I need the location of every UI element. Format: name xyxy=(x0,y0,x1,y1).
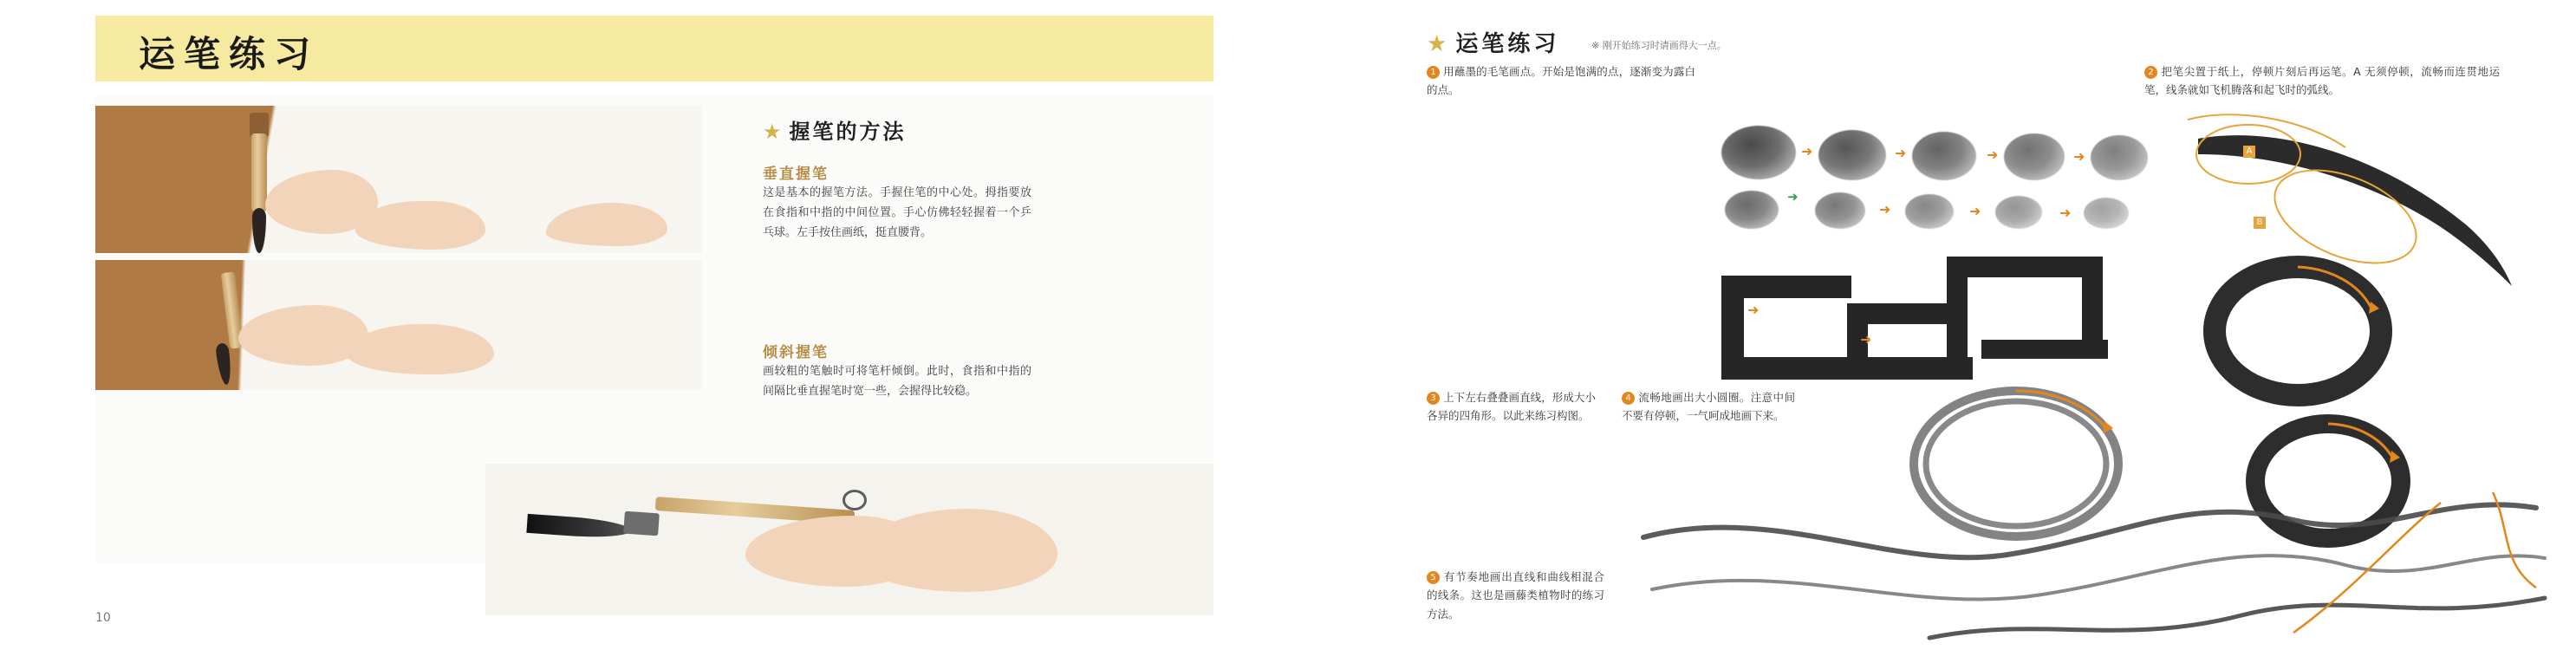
subsection-heading-tilted: 倾斜握笔 xyxy=(763,344,829,361)
practice-note: ※ 刚开始练习时请画得大一点。 xyxy=(1591,40,1727,51)
instruction-block-2 xyxy=(2144,62,2500,100)
brush-stroke xyxy=(1847,303,1951,324)
ink-blob xyxy=(1725,191,1779,229)
ink-blob xyxy=(1818,130,1886,180)
banner xyxy=(95,16,1213,81)
arrow-icon: ➜ xyxy=(2073,150,2085,165)
arrow-icon: ➜ xyxy=(1801,145,1813,159)
brush-closeup-photo xyxy=(485,464,1213,615)
arrow-icon: ➜ xyxy=(1747,303,1760,318)
section-heading xyxy=(763,114,907,145)
step-number-badge: 2 xyxy=(2144,66,2157,79)
star-icon: ★ xyxy=(763,120,784,144)
subsection-heading-vertical: 垂直握笔 xyxy=(763,166,829,183)
label-a-badge: A xyxy=(2243,146,2255,158)
star-icon: ★ xyxy=(1427,31,1451,57)
brush-stroke xyxy=(1947,257,2103,277)
brush-stroke xyxy=(1981,340,2108,359)
subsection-body-vertical: 这是基本的握笔方法。手握住笔的中心处。拇指要放在食指和中指的中间位置。手心仿佛轻轻握着一个乒乓球。左手按住画纸，挺直腰背。 xyxy=(763,186,1031,239)
ink-blob xyxy=(1721,126,1796,179)
step-number-badge: 4 xyxy=(1622,392,1635,405)
ink-blob xyxy=(2004,133,2065,180)
step-number-badge: 3 xyxy=(1427,392,1440,405)
instruction-text: 流畅地画出大小圆圈。注意中间不要有停顿，一气呵成地画下来。 xyxy=(1622,391,1795,423)
instruction-text: 上下左右叠叠画直线，形成大小各异的四角形。以此来练习构图。 xyxy=(1427,391,1596,423)
ink-blob xyxy=(2091,135,2148,180)
instruction-text: 用蘸墨的毛笔画点。开始是饱满的点，逐渐变为露白的点。 xyxy=(1427,65,1695,97)
ink-blob xyxy=(2084,198,2129,229)
instruction-text: 有节奏地画出直线和曲线相混合的线条。这也是画藤类植物时的练习方法。 xyxy=(1427,570,1604,621)
arrow-icon: ➜ xyxy=(1860,333,1872,348)
label-b-badge: B xyxy=(2254,217,2266,229)
brush-tip-icon xyxy=(252,208,266,253)
ink-circle-large xyxy=(2185,253,2410,409)
instruction-block-4 xyxy=(1622,388,1795,426)
hand-shape xyxy=(355,201,485,250)
step-number-badge: 1 xyxy=(1427,66,1440,79)
arrow-icon: ➜ xyxy=(1969,205,1981,219)
brush-shaft-icon xyxy=(251,133,267,211)
instruction-block-5 xyxy=(1427,568,1604,623)
ink-blob xyxy=(1815,192,1865,229)
right-page-title-text: 运笔练习 xyxy=(1455,31,1560,57)
hand-shape xyxy=(347,324,494,374)
ink-blob xyxy=(1905,194,1954,229)
right-page-title xyxy=(1427,26,1559,58)
brush-tip-icon xyxy=(526,514,631,540)
arrow-icon: ➜ xyxy=(2059,206,2072,221)
vertical-grip-photo xyxy=(95,106,702,253)
arrow-icon: ➜ xyxy=(1895,146,1907,161)
hand-shape xyxy=(546,203,667,246)
vine-line-exercise xyxy=(1635,485,2553,650)
page-number: 10 xyxy=(95,611,111,625)
brush-ferrule-icon xyxy=(623,511,660,536)
section-heading-text: 握笔的方法 xyxy=(789,120,907,144)
step-number-badge: 5 xyxy=(1427,571,1440,584)
page-title: 运笔练习 xyxy=(139,33,320,75)
brush-hanger-icon xyxy=(842,490,867,510)
instruction-block-3 xyxy=(1427,388,1596,426)
tilted-grip-photo xyxy=(95,260,702,390)
arrow-icon: ➜ xyxy=(1787,190,1799,205)
arrow-icon: ➜ xyxy=(1987,148,1999,163)
right-page xyxy=(1375,0,2576,650)
instruction-text: 把笔尖置于纸上，停顿片刻后再运笔。A 无须停顿，流畅而连贯地运笔，线条就如飞机腾落和起飞时的弧线。 xyxy=(2144,65,2500,97)
ink-blob xyxy=(1995,196,2042,229)
ink-blob xyxy=(1912,132,1976,180)
subsection-body-tilted: 画较粗的笔触时可将笔杆倾倒。此时，食指和中指的间隔比垂直握笔时宽一些，会握得比较稳。 xyxy=(763,365,1031,398)
instruction-block-1 xyxy=(1427,62,1695,100)
brush-tip-icon xyxy=(215,342,233,385)
arrow-icon: ➜ xyxy=(1879,203,1891,218)
